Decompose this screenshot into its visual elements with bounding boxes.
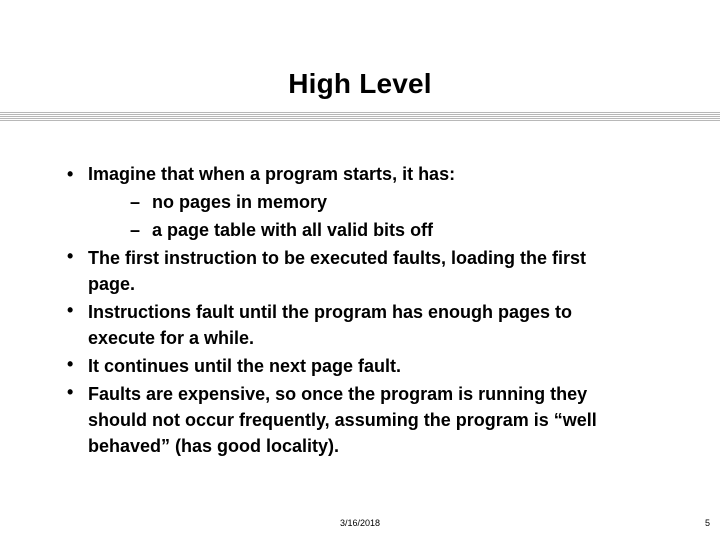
dash-icon: – xyxy=(130,192,141,212)
bullet-text-line: should not occur frequently, assuming the program is “well xyxy=(88,410,597,430)
bullet-text-line: execute for a while. xyxy=(88,328,255,348)
bullet-text-line: page. xyxy=(88,274,136,294)
bullet-dot-icon: • xyxy=(67,382,74,402)
sub-item-text: a page table with all valid bits off xyxy=(152,220,434,240)
bullet-text-line: Instructions fault until the program has enough pages to xyxy=(88,302,573,322)
bullet-text-line: Faults are expensive, so once the program is running they xyxy=(88,384,588,404)
page-number: 5 xyxy=(704,518,710,528)
bullet-dot-icon: • xyxy=(67,354,74,374)
bullet-text-line: behaved” (has good locality). xyxy=(88,436,340,456)
dash-icon: – xyxy=(130,220,141,240)
bullet-text-line: It continues until the next page fault. xyxy=(88,356,402,376)
bullet-dot-icon: • xyxy=(67,164,74,184)
sub-item-text: no pages in memory xyxy=(152,192,328,212)
slide-title: High Level xyxy=(288,68,432,99)
footer-date: 3/16/2018 xyxy=(339,518,381,528)
bullet-dot-icon: • xyxy=(67,246,74,266)
bullet-text-line: Imagine that when a program starts, it has: xyxy=(88,164,456,184)
bullet-text-line: The first instruction to be executed faults, loading the first xyxy=(88,248,587,268)
bullet-dot-icon: • xyxy=(67,300,74,320)
